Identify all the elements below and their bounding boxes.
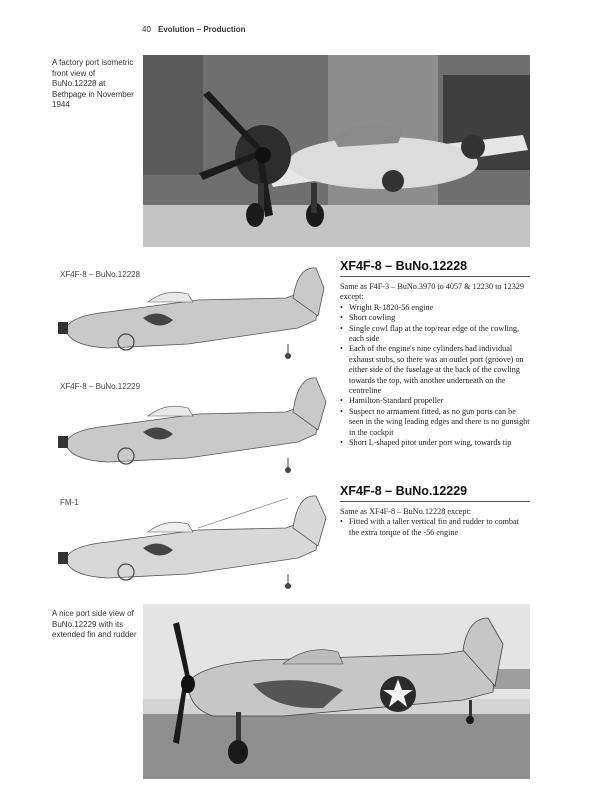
spec-list — [340, 517, 530, 538]
running-title: Evolution – Production — [158, 25, 246, 34]
section-heading: XF4F-8 – BuNo.12229 — [340, 484, 530, 502]
spec-item: • Short L-shaped pitot under port wing, towards tip — [340, 438, 530, 448]
photo-caption-top: A factory port isometric front view of BuNo.12228 at Bethpage in November 1944 — [52, 58, 134, 109]
section-intro: Same as F4F-3 – BuNo.3970 to 4057 & 12230 to 12329 except: — [340, 282, 524, 302]
profile-drawing-xf4f8-12229 — [48, 372, 328, 480]
spec-section-12228 — [340, 259, 530, 449]
section-heading: XF4F-8 – BuNo.12228 — [340, 259, 530, 277]
page-number: 40 — [142, 25, 151, 34]
spec-section-12229 — [340, 484, 530, 538]
photo-front-view — [143, 55, 530, 247]
section-intro: Same as XF4F-8 – BuNo.12228 except: — [340, 507, 471, 516]
spec-item: • Hamilton-Standard propeller — [340, 396, 530, 406]
spec-item: • Each of the engine's nine cylinders had individual exhaust stubs, so there was an outlet port (groove) on either side of the fuselage at the back of the cowling towards the top, with another underneath on the centreline — [340, 344, 530, 396]
spec-item: • Fitted with a taller vertical fin and rudder to combat the extra torque of the -56 engine — [340, 517, 530, 538]
photo-caption-bottom: A nice port side view of BuNo.12229 with its extended fin and rudder — [52, 609, 137, 639]
spec-item: • Wright R-1820-56 engine — [340, 303, 530, 313]
spec-item: • Suspect no armament fitted, as no gun ports can be seen in the wing leading edges and there is no gunsight in the cockpit — [340, 407, 530, 438]
profile-label: XF4F-8 – BuNo.12228 — [60, 270, 141, 279]
photo-side-view — [143, 604, 530, 779]
spec-list — [340, 303, 530, 449]
spec-item: • Single cowl flap at the top/rear edge of the cowling, each side — [340, 324, 530, 345]
profile-drawing-xf4f8-12228 — [48, 258, 328, 366]
profile-label: XF4F-8 – BuNo.12229 — [60, 382, 141, 391]
profile-drawing-fm1 — [48, 488, 328, 596]
profile-label: FM-1 — [60, 498, 79, 507]
spec-item: • Short cowling — [340, 313, 530, 323]
